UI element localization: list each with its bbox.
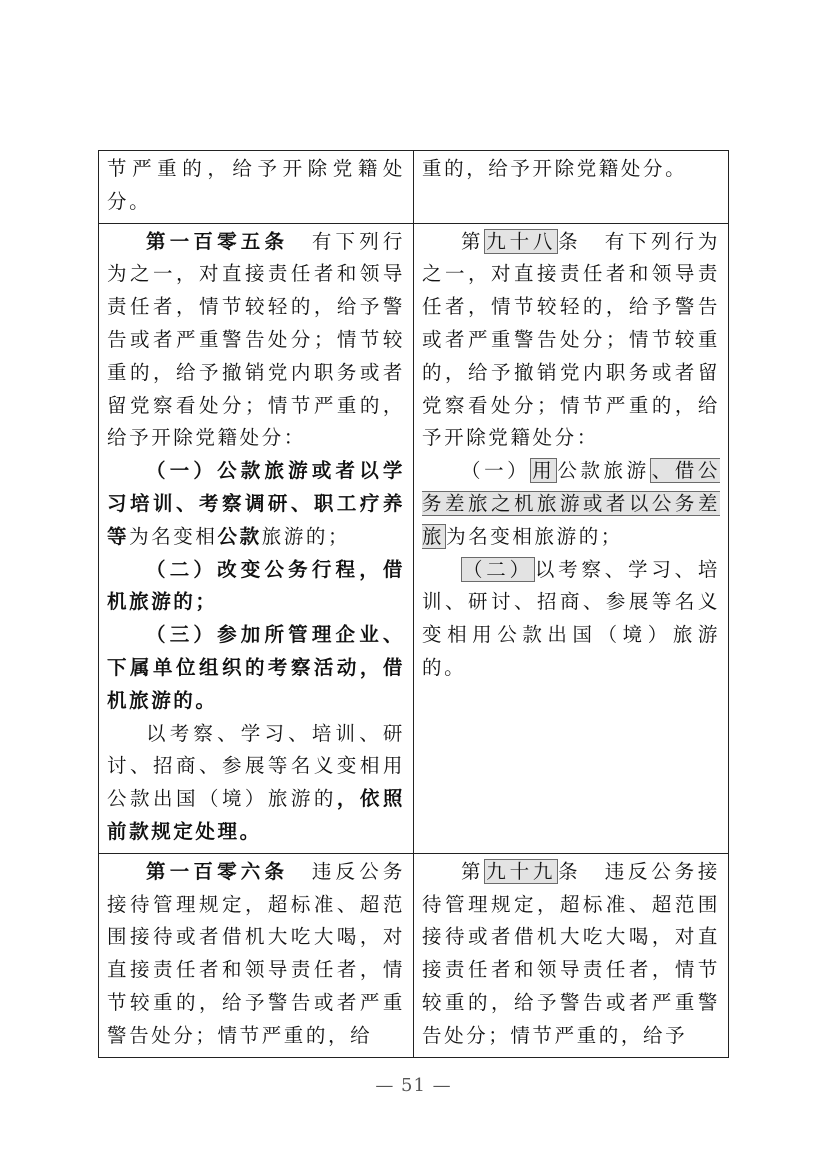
paragraph: 节严重的，给予开除党籍处分。 xyxy=(107,157,405,213)
list-item: （二） 以考察、学习、培训、研讨、招商、参展等名义变相用公款出国（境）旅游的。 xyxy=(422,557,720,679)
new-text-cell xyxy=(414,223,729,853)
new-text-cell xyxy=(414,853,729,1057)
article-title: 第 九十八 条 xyxy=(461,229,582,253)
list-item: （一） 用 公款旅游 、借公务差旅之机旅游或者以公务差旅 为名变相旅游的； xyxy=(422,459,720,548)
article-paragraph: 第 九十九 条 违反公务接待管理规定，超标准、超范围接待或者借机大吃大喝，对直接责任者和领导责任者，情节较重的，给予警告或者严重警告处分；情节严重的，给予 xyxy=(422,859,720,1047)
paragraph: 重的，给予开除党籍处分。 xyxy=(422,157,688,180)
comparison-table xyxy=(98,150,729,1058)
revision-highlight: 用 xyxy=(532,459,556,483)
list-item: （二）改变公务行程，借机旅游的； xyxy=(107,557,405,614)
list-item: （三）参加所管理企业、下属单位组织的考察活动，借机旅游的。 xyxy=(107,623,405,712)
article-paragraph: 第一百零六条 违反公务接待管理规定，超标准、超范围接待或者借机大吃大喝，对直接责任者和领导责任者，情节较重的，给予警告或者严重警告处分；情节严重的，给 xyxy=(107,859,405,1047)
list-item: （一）公款旅游或者以学习培训、考察调研、职工疗养等为名变相公款旅游的； xyxy=(107,459,405,548)
new-text-cell xyxy=(414,151,729,224)
revision-highlight: 九十八 xyxy=(486,229,557,253)
article-title: 第 九十九 条 xyxy=(461,859,582,883)
old-text-cell xyxy=(99,151,414,224)
old-text-cell xyxy=(99,223,414,853)
article-paragraph: 第 九十八 条 有下列行为之一，对直接责任者和领导责任者，情节较轻的，给予警告或者严重警告处分；情节较重的，给予撤销党内职务或者留党察看处分；情节严重的，给予开除党籍处分： xyxy=(422,229,720,450)
revision-highlight: 、借公务差旅之机旅游或者以公务差旅 xyxy=(422,459,720,548)
table-row xyxy=(99,223,729,853)
article-paragraph: 第一百零五条 有下列行为之一，对直接责任者和领导责任者，情节较轻的，给予警告或者严重警告处分；情节较重的，给予撤销党内职务或者留党察看处分；情节严重的，给予开除党籍处分： xyxy=(107,229,405,450)
article-title: 第一百零五条 xyxy=(146,229,289,253)
paragraph: 以考察、学习、培训、研讨、招商、参展等名义变相用公款出国（境）旅游的，依照前款规定处理。 xyxy=(107,721,405,843)
table-row xyxy=(99,151,729,224)
article-title: 第一百零六条 xyxy=(146,859,289,883)
revision-highlight: （二） xyxy=(463,557,533,581)
old-text-cell xyxy=(99,853,414,1057)
page-number: — 51 — xyxy=(375,1075,452,1096)
revision-highlight: 九十九 xyxy=(486,859,557,883)
table-row xyxy=(99,853,729,1057)
